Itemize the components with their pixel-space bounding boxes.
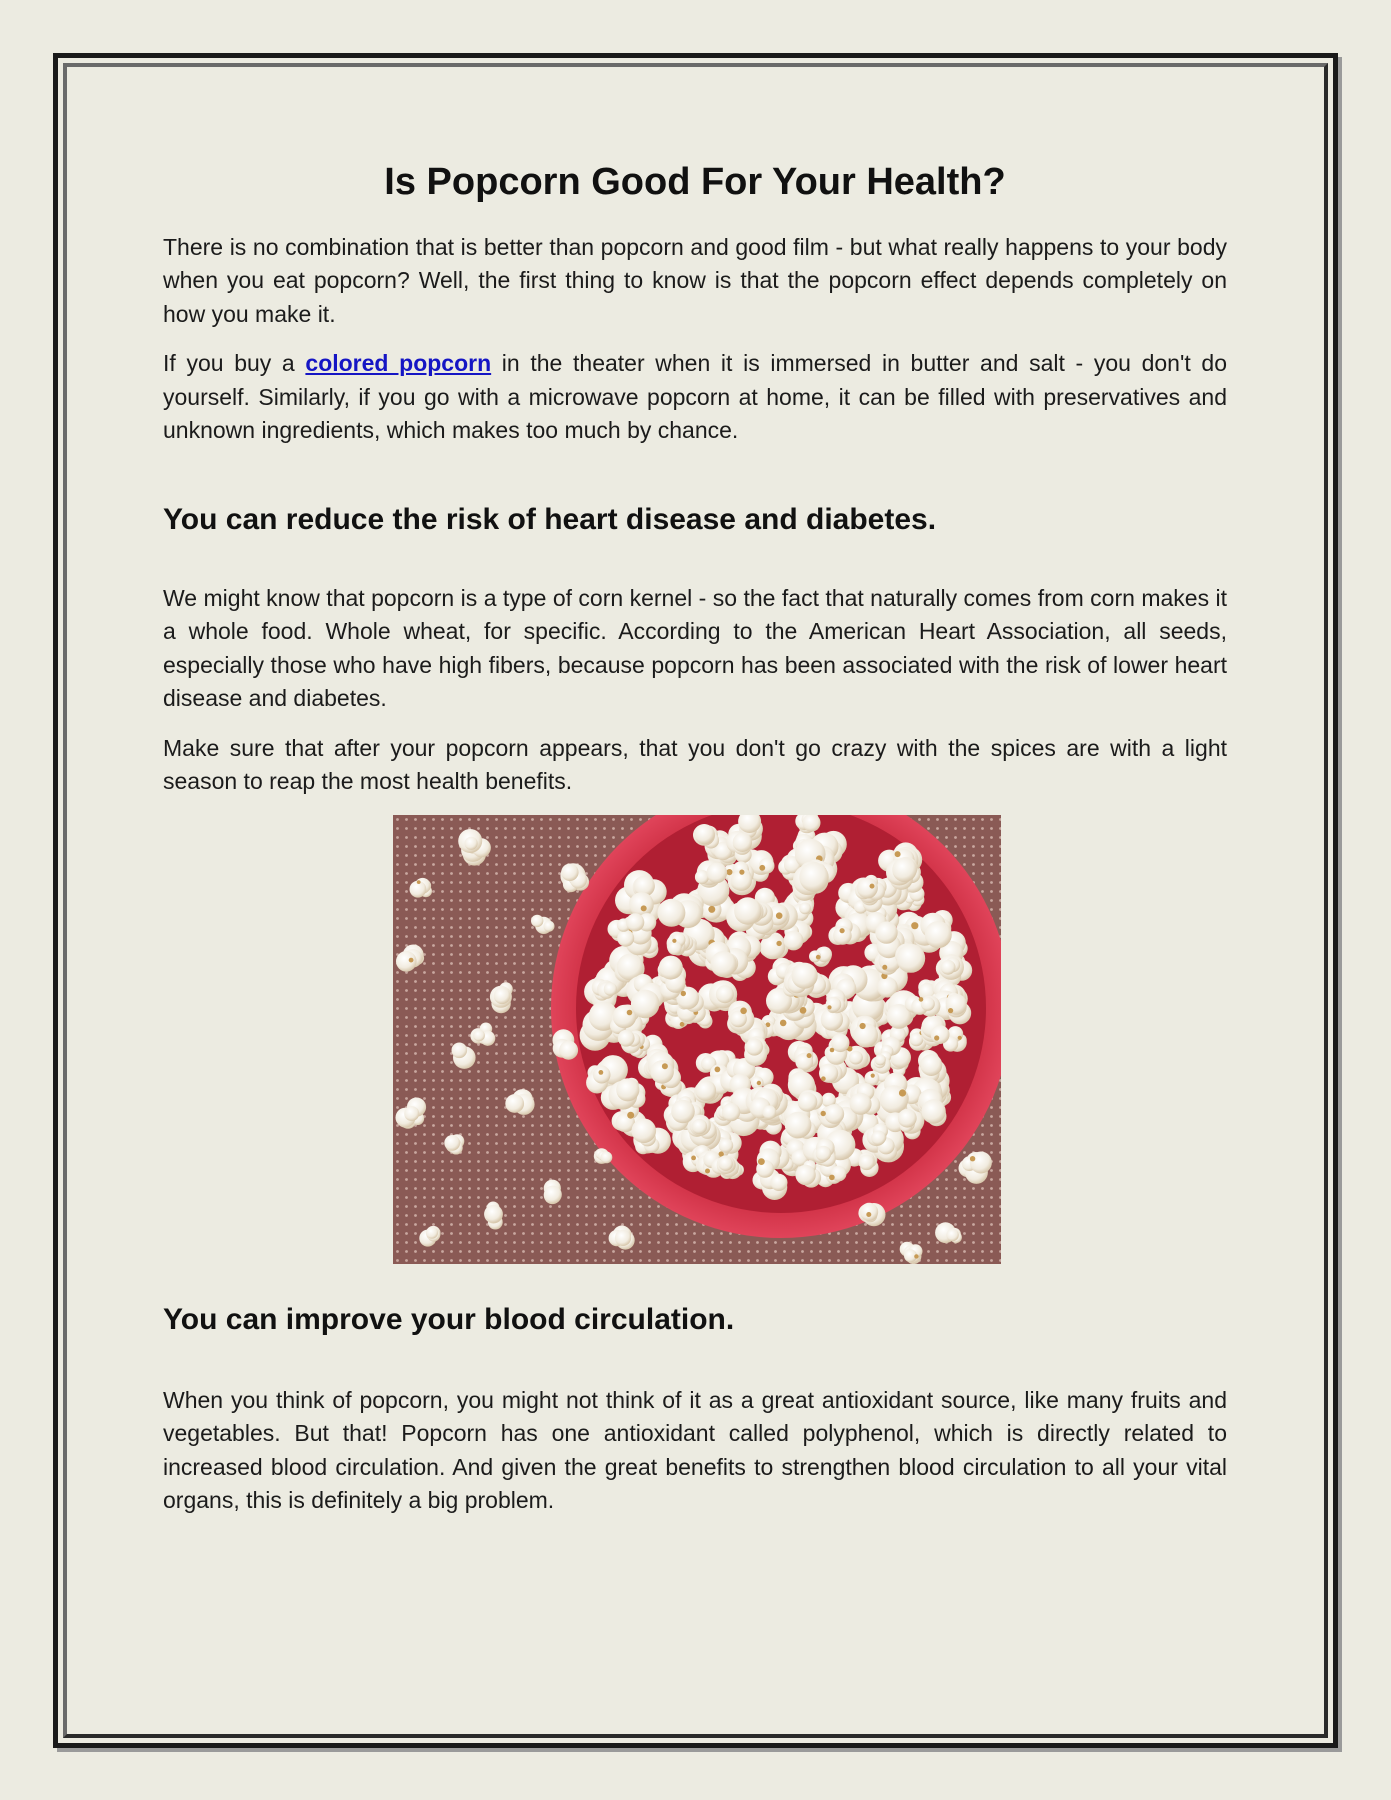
heart-paragraph-2: Make sure that after your popcorn appears, that you don't go crazy with the spices are with a light season to reap the most health benefits. <box>163 734 1227 795</box>
colored-popcorn-link[interactable]: colored popcorn <box>305 350 492 377</box>
intro-p2-prefix: If you buy a <box>163 350 306 377</box>
heart-paragraph-1: We might know that popcorn is a type of corn kernel - so the fact that naturally comes from corn makes it a whole food. Whole wheat, for specific. According to the American Heart Association, all seeds, especially those who have high fibers, because popcorn has been associated with the risk of lower heart disease and diabetes. <box>163 584 1227 712</box>
article-title: Is Popcorn Good For Your Health? <box>384 161 1006 203</box>
section-heading-heart: You can reduce the risk of heart disease and diabetes. <box>163 502 937 536</box>
popcorn-photo <box>393 815 1001 1264</box>
section-heading-circulation: You can improve your blood circulation. <box>163 1302 735 1336</box>
intro-p2-suffix: in the theater when it is immersed in butter and salt - you don't do yourself. Similarly, if you go with a microwave popcorn at home, it can be filled with preservatives and unknown ingredients, which makes too much by chance. <box>163 350 1227 444</box>
intro-paragraph-2 <box>163 347 1227 448</box>
article-body <box>163 160 1227 1534</box>
circulation-paragraph-1: When you think of popcorn, you might not think of it as a great antioxidant source, like many fruits and vegetables. But that! Popcorn has one antioxidant called polyphenol, which is directly related to increased blood circulation. And given the great benefits to strengthen blood circulation to all your vital organs, this is definitely a big problem. <box>163 1386 1227 1514</box>
intro-paragraph-1: There is no combination that is better than popcorn and good film - but what really happens to your body when you eat popcorn? Well, the first thing to know is that the popcorn effect depends completely on how you make it. <box>163 233 1227 327</box>
popcorn-bowl-image <box>393 815 1001 1264</box>
